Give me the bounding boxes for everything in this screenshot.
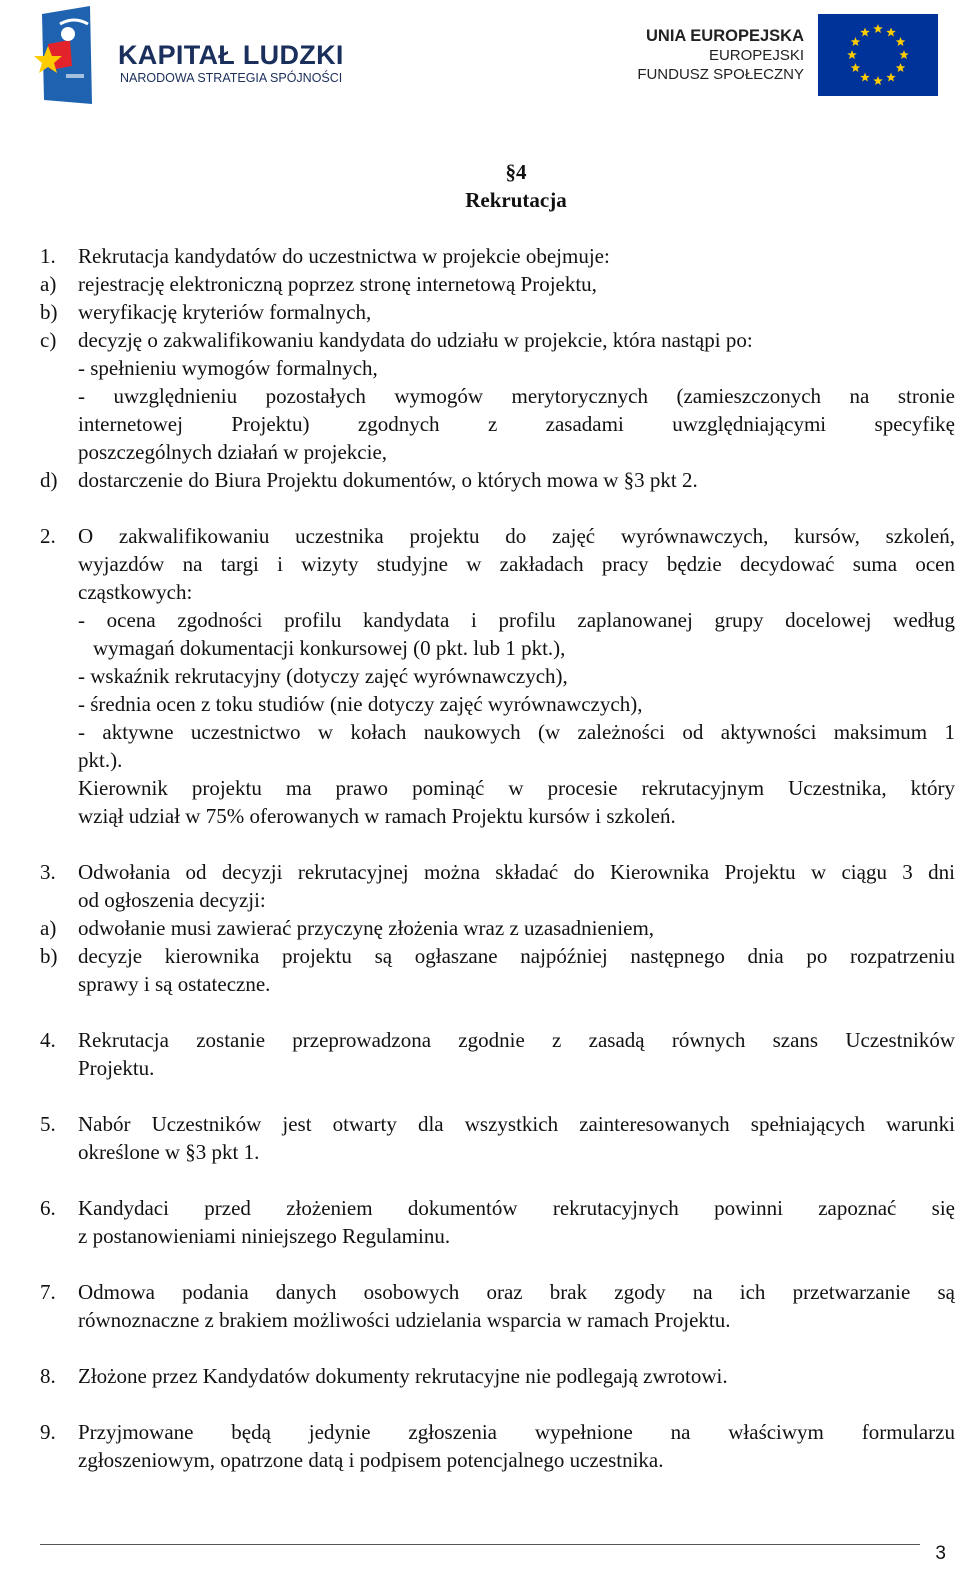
eu-logo xyxy=(620,14,940,98)
text-line: określone w §3 pkt 1. xyxy=(78,1140,260,1164)
text-line: decyzję o zakwalifikowaniu kandydata do udziału w projekcie, która nastąpi po: xyxy=(78,328,753,352)
text-line: Nabór Uczestników jest otwarty dla wszystkich zainteresowanych spełniających warunki xyxy=(78,1112,955,1136)
eu-logo-line3: FUNDUSZ SPOŁECZNY xyxy=(637,66,804,83)
list-label: a) xyxy=(40,272,57,296)
text-line: Kierownik projektu ma prawo pominąć w procesie rekrutacyjnym Uczestnika, który xyxy=(78,776,955,800)
text-line: weryfikację kryteriów formalnych, xyxy=(78,300,372,324)
text-line: poszczególnych działań w projekcie, xyxy=(78,440,388,464)
list-label: b) xyxy=(40,944,58,968)
text-line: Złożone przez Kandydatów dokumenty rekrutacyjne nie podlegają zwrotowi. xyxy=(78,1364,728,1388)
text-line: internetowej Projektu) zgodnych z zasadami uwzględniającymi specyfikę xyxy=(78,412,955,436)
kapital-ludzki-emblem-icon xyxy=(30,4,100,108)
list-label: 5. xyxy=(40,1112,56,1136)
list-label: 9. xyxy=(40,1420,56,1444)
text-line: Przyjmowane będą jedynie zgłoszenia wypełnione na właściwym formularzu xyxy=(78,1420,955,1444)
text-line: cząstkowych: xyxy=(78,580,193,604)
text-line: - średnia ocen z toku studiów (nie dotyczy zajęć wyrównawczych), xyxy=(78,692,643,716)
list-label: d) xyxy=(40,468,58,492)
section-number: §4 xyxy=(505,160,527,184)
text-line: - ocena zgodności profilu kandydata i profilu zaplanowanej grupy docelowej według xyxy=(78,608,955,632)
text-line: - wskaźnik rekrutacyjny (dotyczy zajęć wyrównawczych), xyxy=(78,664,568,688)
text-line: zgłoszeniowym, opatrzone datą i podpisem potencjalnego uczestnika. xyxy=(78,1448,664,1472)
eu-logo-line2: EUROPEJSKI xyxy=(708,47,804,64)
kapital-ludzki-logo xyxy=(30,4,350,108)
text-line: O zakwalifikowaniu uczestnika projektu do zajęć wyrównawczych, kursów, szkoleń, xyxy=(78,524,955,548)
footer-divider xyxy=(40,1544,920,1545)
eu-flag-icon xyxy=(818,14,938,96)
text-line: Rekrutacja zostanie przeprowadzona zgodnie z zasadą równych szans Uczestników xyxy=(78,1028,955,1052)
list-label: 8. xyxy=(40,1364,56,1388)
text-line: wyjazdów na targi i wizyty studyjne w zakładach pracy będzie decydować suma ocen xyxy=(78,552,955,576)
list-label: 1. xyxy=(40,244,56,268)
text-line: od ogłoszenia decyzji: xyxy=(78,888,266,912)
text-line: wymagań dokumentacji konkursowej (0 pkt. lub 1 pkt.), xyxy=(93,636,566,660)
text-line: - aktywne uczestnictwo w kołach naukowych (w zależności od aktywności maksimum 1 xyxy=(78,720,955,744)
list-label: a) xyxy=(40,916,57,940)
list-label: 3. xyxy=(40,860,56,884)
text-line: równoznaczne z brakiem możliwości udzielania wsparcia w ramach Projektu. xyxy=(78,1308,731,1332)
text-line: Odmowa podania danych osobowych oraz brak zgody na ich przetwarzanie są xyxy=(78,1280,955,1304)
text-line: decyzje kierownika projektu są ogłaszane najpóźniej następnego dnia po rozpatrzeniu xyxy=(78,944,955,968)
kapital-ludzki-title: KAPITAŁ LUDZKI xyxy=(118,40,344,70)
kapital-ludzki-subtitle: NARODOWA STRATEGIA SPÓJNOŚCI xyxy=(120,71,343,85)
list-label: 7. xyxy=(40,1280,56,1304)
eu-logo-line1: UNIA EUROPEJSKA xyxy=(646,27,804,45)
list-label: b) xyxy=(40,300,58,324)
text-line: dostarczenie do Biura Projektu dokumentów, o których mowa w §3 pkt 2. xyxy=(78,468,698,492)
text-line: rejestrację elektroniczną poprzez stronę internetową Projektu, xyxy=(78,272,597,296)
text-line: Rekrutacja kandydatów do uczestnictwa w projekcie obejmuje: xyxy=(78,244,610,268)
text-line: Kandydaci przed złożeniem dokumentów rekrutacyjnych powinni zapoznać się xyxy=(78,1196,955,1220)
text-line: - spełnieniu wymogów formalnych, xyxy=(78,356,378,380)
text-line: Odwołania od decyzji rekrutacyjnej można składać do Kierownika Projektu w ciągu 3 dni xyxy=(78,860,955,884)
text-line: z postanowieniami niniejszego Regulaminu. xyxy=(78,1224,451,1248)
page-number: 3 xyxy=(935,1543,946,1564)
list-label: c) xyxy=(40,328,57,352)
list-label: 6. xyxy=(40,1196,56,1220)
text-line: pkt.). xyxy=(78,748,123,772)
text-line: wziął udział w 75% oferowanych w ramach Projektu kursów i szkoleń. xyxy=(78,804,676,828)
section-title: Rekrutacja xyxy=(465,188,567,212)
text-line: - uwzględnieniu pozostałych wymogów merytorycznych (zamieszczonych na stronie xyxy=(78,384,955,408)
list-label: 2. xyxy=(40,524,56,548)
text-line: odwołanie musi zawierać przyczynę złożenia wraz z uzasadnieniem, xyxy=(78,916,655,940)
list-label: 4. xyxy=(40,1028,56,1052)
text-line: sprawy i są ostateczne. xyxy=(78,972,271,996)
text-line: Projektu. xyxy=(78,1056,155,1080)
